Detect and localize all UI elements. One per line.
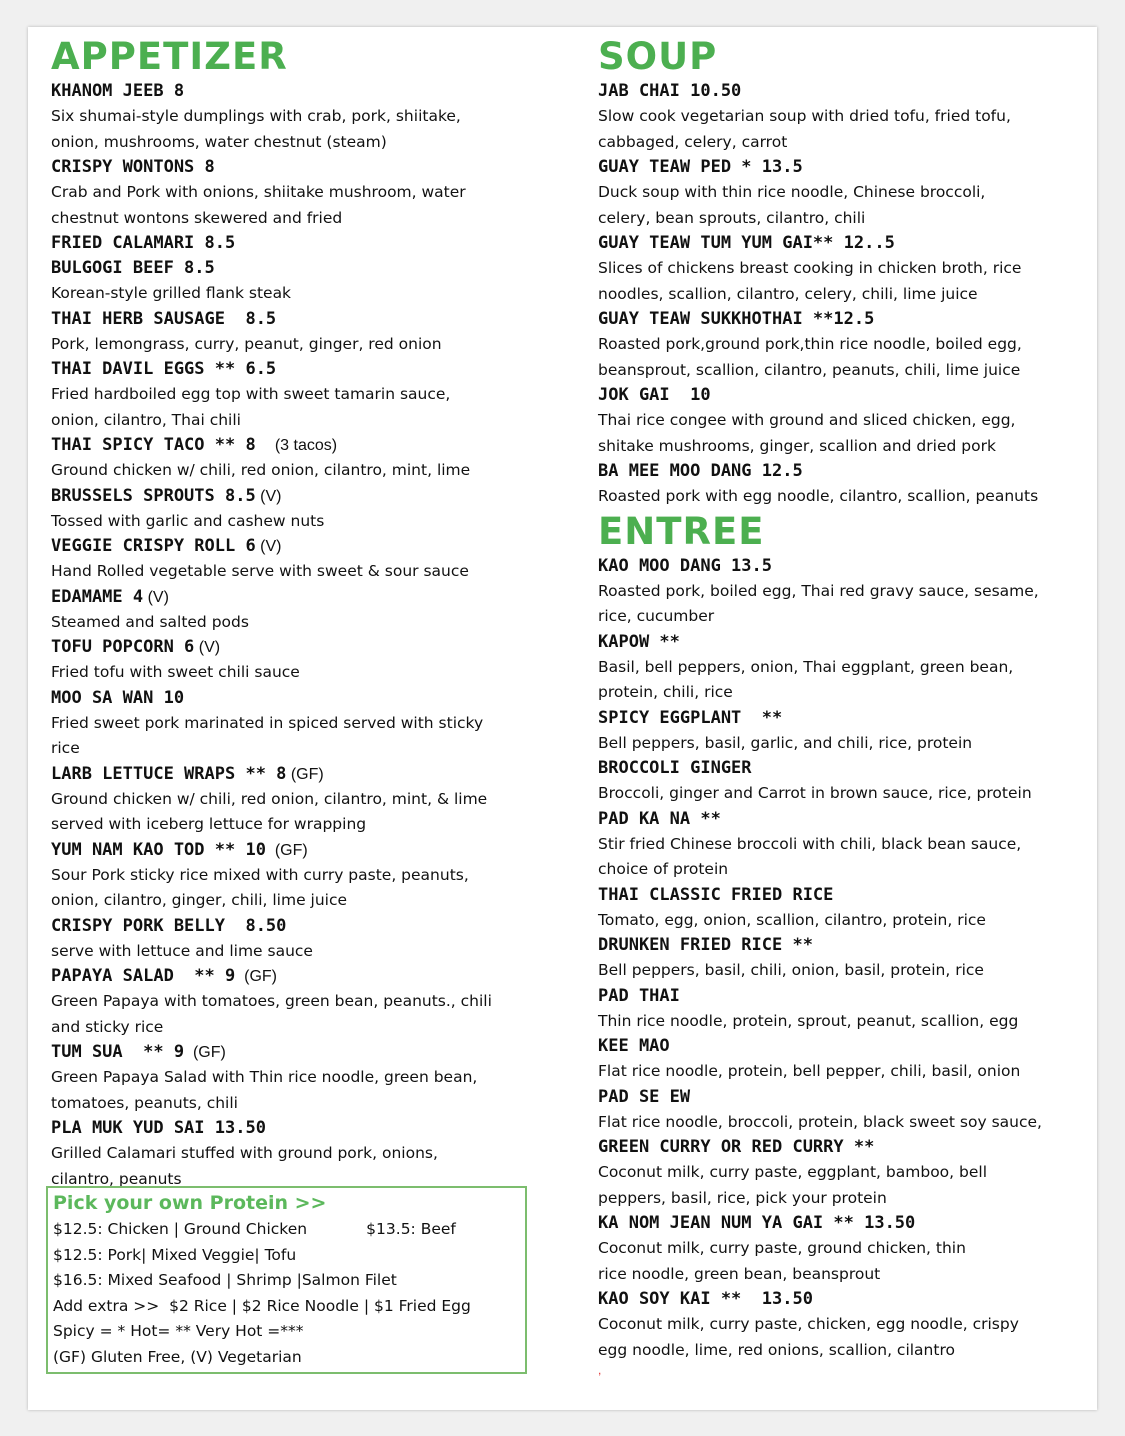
menu-item xyxy=(598,706,1068,757)
menu-item-description: Duck soup with thin rice noodle, Chinese broccoli, xyxy=(598,183,986,201)
menu-item-name: KAPOW ** xyxy=(598,631,680,652)
menu-item-description: and sticky rice xyxy=(51,1017,164,1036)
menu-item-description: Slow cook vegetarian soup with dried tofu, fried tofu, xyxy=(598,107,1011,125)
menu-item-description: onion, cilantro, ginger, chili, lime juice xyxy=(51,891,348,909)
menu-item-name: YUM NAM KAO TOD ** 10 xyxy=(51,839,266,860)
menu-item-title xyxy=(598,307,1068,332)
menu-item-description: Sour Pork sticky rice mixed with curry paste, peanuts, xyxy=(51,865,469,884)
menu-item-title xyxy=(598,1135,1068,1160)
menu-page xyxy=(28,27,1097,1410)
menu-item-title xyxy=(51,155,531,180)
menu-item-description: cabbaged, celery, carrot xyxy=(598,132,788,151)
menu-item-name: BROCCOLI GINGER xyxy=(598,758,752,778)
menu-item-name: DRUNKEN FRIED RICE ** xyxy=(598,935,813,955)
menu-item xyxy=(598,307,1068,383)
menu-item xyxy=(598,155,1068,231)
menu-item-description: Steamed and salted pods xyxy=(51,612,249,631)
menu-item xyxy=(51,534,531,585)
menu-item-description: Broccoli, ginger and Carrot in brown sauce, rice, protein xyxy=(598,784,1032,802)
menu-item-description: Pork, lemongrass, curry, peanut, ginger, red onion xyxy=(51,334,442,353)
menu-item-title xyxy=(51,307,531,332)
menu-item-description: Fried sweet pork marinated in spiced served with sticky xyxy=(51,713,484,732)
menu-item xyxy=(51,585,531,636)
menu-item xyxy=(51,433,531,484)
menu-item-name: KAO SOY KAI ** 13.50 xyxy=(598,1289,813,1309)
menu-item-description: served with iceberg lettuce for wrapping xyxy=(51,815,367,833)
menu-item-title xyxy=(598,459,1068,484)
menu-item-description: rice noodle, green bean, beansprout xyxy=(598,1264,881,1283)
menu-item xyxy=(51,357,531,433)
menu-item-description: Green Papaya with tomatoes, green bean, peanuts., chili xyxy=(51,992,492,1010)
menu-item-description: tomatoes, peanuts, chili xyxy=(51,1093,238,1112)
menu-item xyxy=(598,459,1068,510)
menu-item-description: Bell peppers, basil, chili, onion, basil, protein, rice xyxy=(598,961,984,979)
menu-item-description: Ground chicken w/ chili, red onion, cilantro, mint, lime xyxy=(51,461,471,479)
menu-item-name: SPICY EGGPLANT ** xyxy=(598,707,783,728)
menu-item xyxy=(598,984,1068,1035)
menu-item-description: Korean-style grilled flank steak xyxy=(51,284,292,302)
menu-item xyxy=(598,1085,1068,1136)
trailing-mark: , xyxy=(598,1363,602,1377)
menu-item-name: PAD SE EW xyxy=(598,1086,691,1107)
menu-item-description: noodles, scallion, cilantro, celery, chili, lime juice xyxy=(598,284,978,303)
menu-item-title xyxy=(51,1040,531,1065)
menu-item xyxy=(51,762,531,838)
menu-item-description: Coconut milk, curry paste, eggplant, bamboo, bell xyxy=(598,1163,987,1181)
menu-item-description: Hand Rolled vegetable serve with sweet & sour sauce xyxy=(51,562,469,580)
menu-item-title xyxy=(51,585,531,610)
menu-item-title xyxy=(51,838,531,863)
protein-line: $12.5: Chicken | Ground Chicken $13.5: Beef xyxy=(53,1220,456,1238)
menu-item-description: Stir fried Chinese broccoli with chili, black bean sauce, xyxy=(598,834,1022,853)
menu-item-name: PAPAYA SALAD ** 9 xyxy=(51,966,236,986)
protein-line: $16.5: Mixed Seafood | Shrimp |Salmon Filet xyxy=(53,1271,397,1289)
menu-item xyxy=(598,1211,1068,1287)
protein-line: (GF) Gluten Free, (V) Vegetarian xyxy=(53,1347,302,1366)
menu-item xyxy=(51,231,531,256)
menu-item-name: KEE MAO xyxy=(598,1036,670,1056)
menu-item-title xyxy=(51,231,531,256)
menu-item-description: Flat rice noodle, broccoli, protein, black sweet soy sauce, xyxy=(598,1112,1042,1131)
menu-item-title xyxy=(51,484,531,509)
menu-item-name: GUAY TEAW PED * 13.5 xyxy=(598,157,803,177)
menu-item-title xyxy=(598,79,1068,104)
menu-item-description: Bell peppers, basil, garlic, and chili, rice, protein xyxy=(598,733,973,752)
menu-item xyxy=(51,256,531,307)
menu-item xyxy=(51,635,531,686)
menu-item-description: Slices of chickens breast cooking in chicken broth, rice xyxy=(598,259,1022,277)
menu-item-name: CRISPY PORK BELLY 8.50 xyxy=(51,915,287,936)
menu-item-title xyxy=(598,807,1068,832)
protein-lines xyxy=(53,1217,525,1370)
menu-item xyxy=(51,1116,531,1192)
menu-item xyxy=(598,231,1068,307)
menu-item xyxy=(598,807,1068,883)
menu-item-description: Tossed with garlic and cashew nuts xyxy=(51,511,325,530)
menu-item-name: EDAMAME 4 xyxy=(51,586,144,607)
menu-item-name: GUAY TEAW SUKKHOTHAI **12.5 xyxy=(598,309,875,329)
menu-item xyxy=(51,686,531,762)
menu-item-title xyxy=(51,256,531,281)
menu-item-description: choice of protein xyxy=(598,860,729,878)
menu-item-name: THAI DAVIL EGGS ** 6.5 xyxy=(51,359,277,379)
menu-item-title xyxy=(598,1034,1068,1059)
menu-item-description: chestnut wontons skewered and fried xyxy=(51,208,343,227)
protein-heading: Pick your own Protein >> xyxy=(53,1192,327,1214)
menu-item-name: KHANOM JEEB 8 xyxy=(51,81,185,101)
menu-item-tag: (GF) xyxy=(184,1044,226,1061)
menu-item-description: Crab and Pork with onions, shiitake mushroom, water xyxy=(51,183,466,201)
menu-item-name: VEGGIE CRISPY ROLL 6 xyxy=(51,536,256,556)
menu-item-description: Six shumai-style dumplings with crab, pork, shiitake, xyxy=(51,107,461,125)
menu-item xyxy=(51,838,531,914)
menu-item xyxy=(51,484,531,535)
menu-item-description: Fried tofu with sweet chili sauce xyxy=(51,663,300,681)
menu-item-name: PAD THAI xyxy=(598,985,680,1006)
menu-item-name: GUAY TEAW TUM YUM GAI** 12..5 xyxy=(598,233,895,253)
menu-item-title xyxy=(51,686,531,711)
menu-item xyxy=(598,1287,1068,1363)
menu-item xyxy=(598,1135,1068,1211)
menu-item-description: Thai rice congee with ground and sliced chicken, egg, xyxy=(598,411,1016,429)
menu-item-title xyxy=(51,433,531,458)
menu-item-description: rice xyxy=(51,739,80,757)
menu-item-description: shitake mushrooms, ginger, scallion and dried pork xyxy=(598,436,996,455)
protein-line: $12.5: Pork| Mixed Veggie| Tofu xyxy=(53,1245,297,1264)
menu-item-description: serve with lettuce and lime sauce xyxy=(51,941,313,960)
menu-item xyxy=(51,914,531,965)
menu-item-title xyxy=(598,706,1068,731)
menu-item-name: KAO MOO DANG 13.5 xyxy=(598,555,772,576)
menu-item xyxy=(51,964,531,1040)
menu-item-description: peppers, basil, rice, pick your protein xyxy=(598,1188,887,1207)
menu-item-description: cilantro, peanuts xyxy=(51,1169,182,1188)
menu-item xyxy=(598,79,1068,155)
menu-item-name: BRUSSELS SPROUTS 8.5 xyxy=(51,485,256,506)
menu-item-description: Thin rice noodle, protein, sprout, peanut, scallion, egg xyxy=(598,1011,1019,1030)
menu-item-tag: (V) xyxy=(255,538,282,555)
menu-item xyxy=(598,554,1068,630)
menu-item-title xyxy=(598,1287,1068,1312)
soup-heading: SOUP xyxy=(598,35,718,78)
menu-item-description: Roasted pork with egg noodle, cilantro, scallion, peanuts xyxy=(598,487,1039,505)
entree-list xyxy=(598,554,1068,1364)
menu-item xyxy=(51,79,531,155)
menu-item-title xyxy=(51,964,531,989)
right-column xyxy=(598,37,1068,1377)
soup-list xyxy=(598,79,1068,510)
menu-item-name: THAI HERB SAUSAGE 8.5 xyxy=(51,308,277,329)
menu-item-name: BA MEE MOO DANG 12.5 xyxy=(598,461,803,481)
menu-item-name: THAI SPICY TACO ** 8 xyxy=(51,435,266,455)
menu-item xyxy=(598,756,1068,807)
menu-item-description: Coconut milk, curry paste, ground chicken, thin xyxy=(598,1239,966,1257)
menu-item-name: BULGOGI BEEF 8.5 xyxy=(51,258,215,278)
appetizer-list xyxy=(51,79,531,1192)
menu-item-title xyxy=(598,155,1068,180)
menu-item-description: Flat rice noodle, protein, bell pepper, chili, basil, onion xyxy=(598,1062,1021,1080)
menu-item-description: Grilled Calamari stuffed with ground pork, onions, xyxy=(51,1144,438,1162)
menu-item-title xyxy=(598,756,1068,781)
appetizer-heading: APPETIZER xyxy=(51,35,288,78)
menu-item-description: onion, mushrooms, water chestnut (steam) xyxy=(51,132,387,151)
menu-item-tag: (V) xyxy=(143,588,169,606)
menu-item-title xyxy=(51,762,531,787)
menu-item xyxy=(598,630,1068,706)
left-column xyxy=(51,37,531,1192)
menu-item-name: PLA MUK YUD SAI 13.50 xyxy=(51,1118,266,1138)
menu-item xyxy=(598,1034,1068,1085)
menu-item-name: JOK GAI 10 xyxy=(598,385,711,405)
menu-item-name: JAB CHAI 10.50 xyxy=(598,81,742,101)
menu-item-title xyxy=(598,554,1068,579)
menu-item-tag: (GF) xyxy=(235,968,277,985)
menu-item xyxy=(598,933,1068,984)
menu-item-title xyxy=(598,933,1068,958)
menu-item-description: Fried hardboiled egg top with sweet tamarin sauce, xyxy=(51,385,451,403)
menu-item-description: Basil, bell peppers, onion, Thai eggplant, green bean, xyxy=(598,657,1014,676)
menu-item-description: Ground chicken w/ chili, red onion, cilantro, mint, & lime xyxy=(51,789,488,808)
menu-item-title xyxy=(51,635,531,660)
menu-item-tag: (V) xyxy=(194,639,221,656)
menu-item-name: FRIED CALAMARI 8.5 xyxy=(51,233,236,253)
menu-item xyxy=(51,307,531,358)
menu-item-tag: (GF) xyxy=(265,841,308,859)
menu-item-title xyxy=(598,383,1068,408)
menu-item-description: celery, bean sprouts, cilantro, chili xyxy=(598,208,866,227)
menu-item-title xyxy=(598,883,1068,908)
menu-item-name: TOFU POPCORN 6 xyxy=(51,637,195,657)
menu-item-description: Roasted pork, boiled egg, Thai red gravy sauce, sesame, xyxy=(598,581,1039,600)
menu-item-description: beansprout, scallion, cilantro, peanuts, chili, lime juice xyxy=(598,360,1021,379)
protein-line: Spicy = * Hot= ** Very Hot =*** xyxy=(53,1322,304,1340)
menu-item-description: Green Papaya Salad with Thin rice noodle, green bean, xyxy=(51,1068,478,1086)
menu-item xyxy=(51,155,531,231)
menu-item-title xyxy=(598,1085,1068,1110)
menu-item-name: LARB LETTUCE WRAPS ** 8 xyxy=(51,763,287,784)
menu-item-description: onion, cilantro, Thai chili xyxy=(51,410,241,429)
menu-item-tag: (3 tacos) xyxy=(265,437,338,454)
menu-item-title xyxy=(51,1116,531,1141)
menu-item-name: CRISPY WONTONS 8 xyxy=(51,157,215,177)
menu-item xyxy=(51,1040,531,1116)
menu-item-name: THAI CLASSIC FRIED RICE xyxy=(598,884,834,905)
menu-item-tag: (GF) xyxy=(286,765,324,783)
menu-item xyxy=(598,383,1068,459)
protein-line: Add extra >> $2 Rice | $2 Rice Noodle | $1 Fried Egg xyxy=(53,1296,471,1315)
menu-item-title xyxy=(598,984,1068,1009)
menu-item-title xyxy=(598,1211,1068,1236)
menu-item-description: Tomato, egg, onion, scallion, cilantro, protein, rice xyxy=(598,910,986,929)
entree-heading: ENTREE xyxy=(598,509,765,553)
menu-item-description: egg noodle, lime, red onions, scallion, cilantro xyxy=(598,1340,955,1359)
menu-item-name: PAD KA NA ** xyxy=(598,808,721,829)
menu-item-description: rice, cucumber xyxy=(598,607,715,625)
menu-item-title xyxy=(598,630,1068,655)
menu-item-name: GREEN CURRY OR RED CURRY ** xyxy=(598,1137,875,1157)
protein-info-box xyxy=(46,1186,527,1374)
menu-item-description: Roasted pork,ground pork,thin rice noodle, boiled egg, xyxy=(598,335,1022,353)
menu-item-name: KA NOM JEAN NUM YA GAI ** 13.50 xyxy=(598,1213,916,1233)
menu-item-title xyxy=(51,357,531,382)
menu-item-name: MOO SA WAN 10 xyxy=(51,687,185,708)
menu-item-tag: (V) xyxy=(255,487,282,505)
menu-item-description: protein, chili, rice xyxy=(598,683,733,701)
menu-item-title xyxy=(51,914,531,939)
menu-item-title xyxy=(51,79,531,104)
menu-item-title xyxy=(598,231,1068,256)
menu-item-title xyxy=(51,534,531,559)
menu-item-description: Coconut milk, curry paste, chicken, egg noodle, crispy xyxy=(598,1315,1019,1333)
menu-item xyxy=(598,883,1068,934)
menu-item-name: TUM SUA ** 9 xyxy=(51,1042,185,1062)
